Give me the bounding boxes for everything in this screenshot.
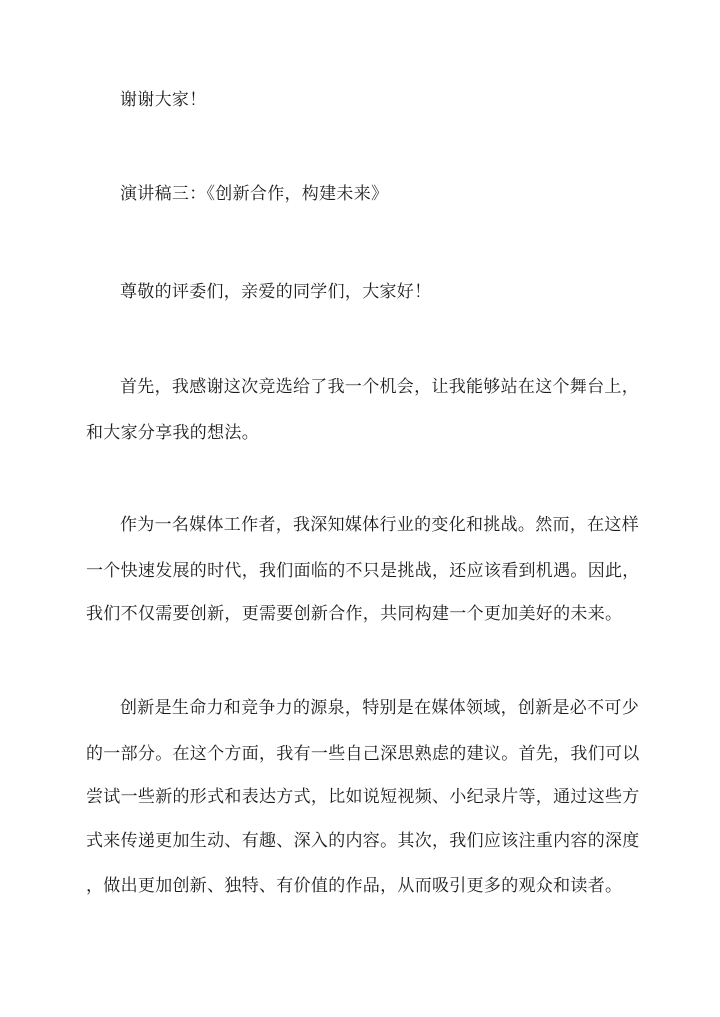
paragraph-2-line-1: 作为一名媒体工作者，我深知媒体行业的变化和挑战。然而，在这样 (120, 515, 639, 535)
closing-thanks: 谢谢大家！ (120, 90, 207, 110)
paragraph-2-line-2: 一个快速发展的时代，我们面临的不只是挑战，还应该看到机遇。因此， (86, 561, 640, 581)
paragraph-3-line-2: 的一部分。在这个方面，我有一些自己深思熟虑的建议。首先，我们可以 (86, 744, 640, 764)
paragraph-1-line-2: 和大家分享我的想法。 (86, 423, 259, 443)
paragraph-3-line-4: 式来传递更加生动、有趣、深入的内容。其次，我们应该注重内容的深度 (86, 831, 640, 851)
speech-title: 演讲稿三：《创新合作，构建未来》 (120, 184, 389, 204)
paragraph-3-line-1: 创新是生命力和竞争力的源泉，特别是在媒体领域，创新是必不可少 (120, 698, 639, 718)
paragraph-1-line-1: 首先，我感谢这次竞选给了我一个机会，让我能够站在这个舞台上， (120, 377, 639, 397)
greeting: 尊敬的评委们，亲爱的同学们，大家好！ (120, 282, 432, 302)
paragraph-2-line-3: 我们不仅需要创新，更需要创新合作，共同构建一个更加美好的未来。 (86, 604, 623, 624)
paragraph-3-line-5: ，做出更加创新、独特、有价值的作品，从而吸引更多的观众和读者。 (86, 876, 623, 896)
paragraph-3-line-3: 尝试一些新的形式和表达方式，比如说短视频、小纪录片等，通过这些方 (86, 787, 640, 807)
